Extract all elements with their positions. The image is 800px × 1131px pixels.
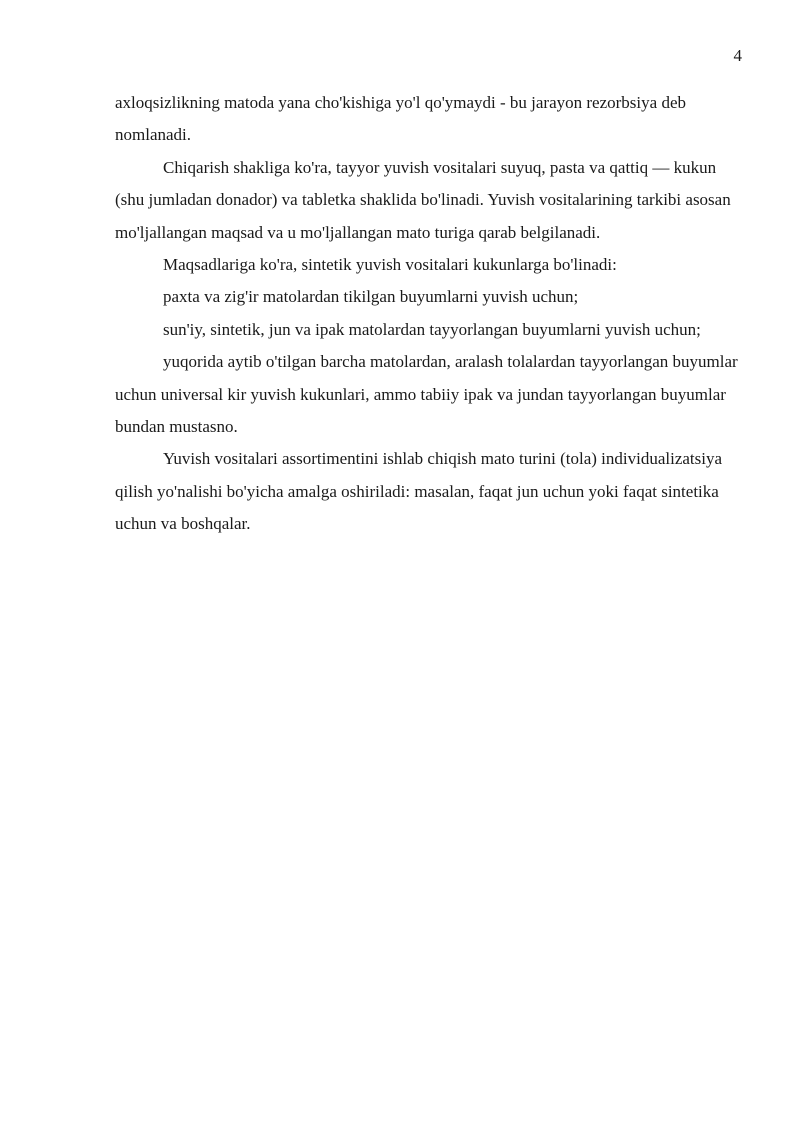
list-item: sun'iy, sintetik, jun va ipak matolardan tayyorlangan buyumlarni yuvish uchun;	[163, 319, 701, 339]
paragraph: axloqsizlikning matoda yana cho'kishiga yo'l qo'ymaydi - bu jarayon rezorbsiya deb nomlanadi.	[115, 93, 686, 145]
page-number: 4	[733, 46, 742, 65]
list-item: paxta va zig'ir matolardan tikilgan buyumlarni yuvish uchun;	[163, 287, 579, 307]
paragraph: Yuvish vositalari assortimentini ishlab chiqish mato turini (tola) individualizatsiya qilish yo'nalishi bo'yicha amalga oshiriladi: masalan, faqat jun uchun yoki faqat sintetika uchun va boshqalar.	[115, 449, 723, 534]
paragraph: Chiqarish shakliga ko'ra, tayyor yuvish vositalari suyuq, pasta va qattiq — kukun (shu jumladan donador) va tabletka shaklida bo'linadi. Yuvish vositalarining tarkibi asosan mo'ljallangan maqsad va u mo'ljallangan mato turiga qarab belgilanadi.	[115, 157, 731, 242]
list-item: yuqorida aytib o'tilgan barcha matolardan, aralash tolalardan tayyorlangan buyumlar uchun universal kir yuvish kukunlari, ammo tabiiy ipak va jundan tayyorlangan buyumlar bundan mustasno.	[115, 352, 738, 437]
paragraph: Maqsadlariga ko'ra, sintetik yuvish vositalari kukunlarga bo'linadi:	[163, 255, 617, 275]
document-body	[115, 87, 745, 541]
